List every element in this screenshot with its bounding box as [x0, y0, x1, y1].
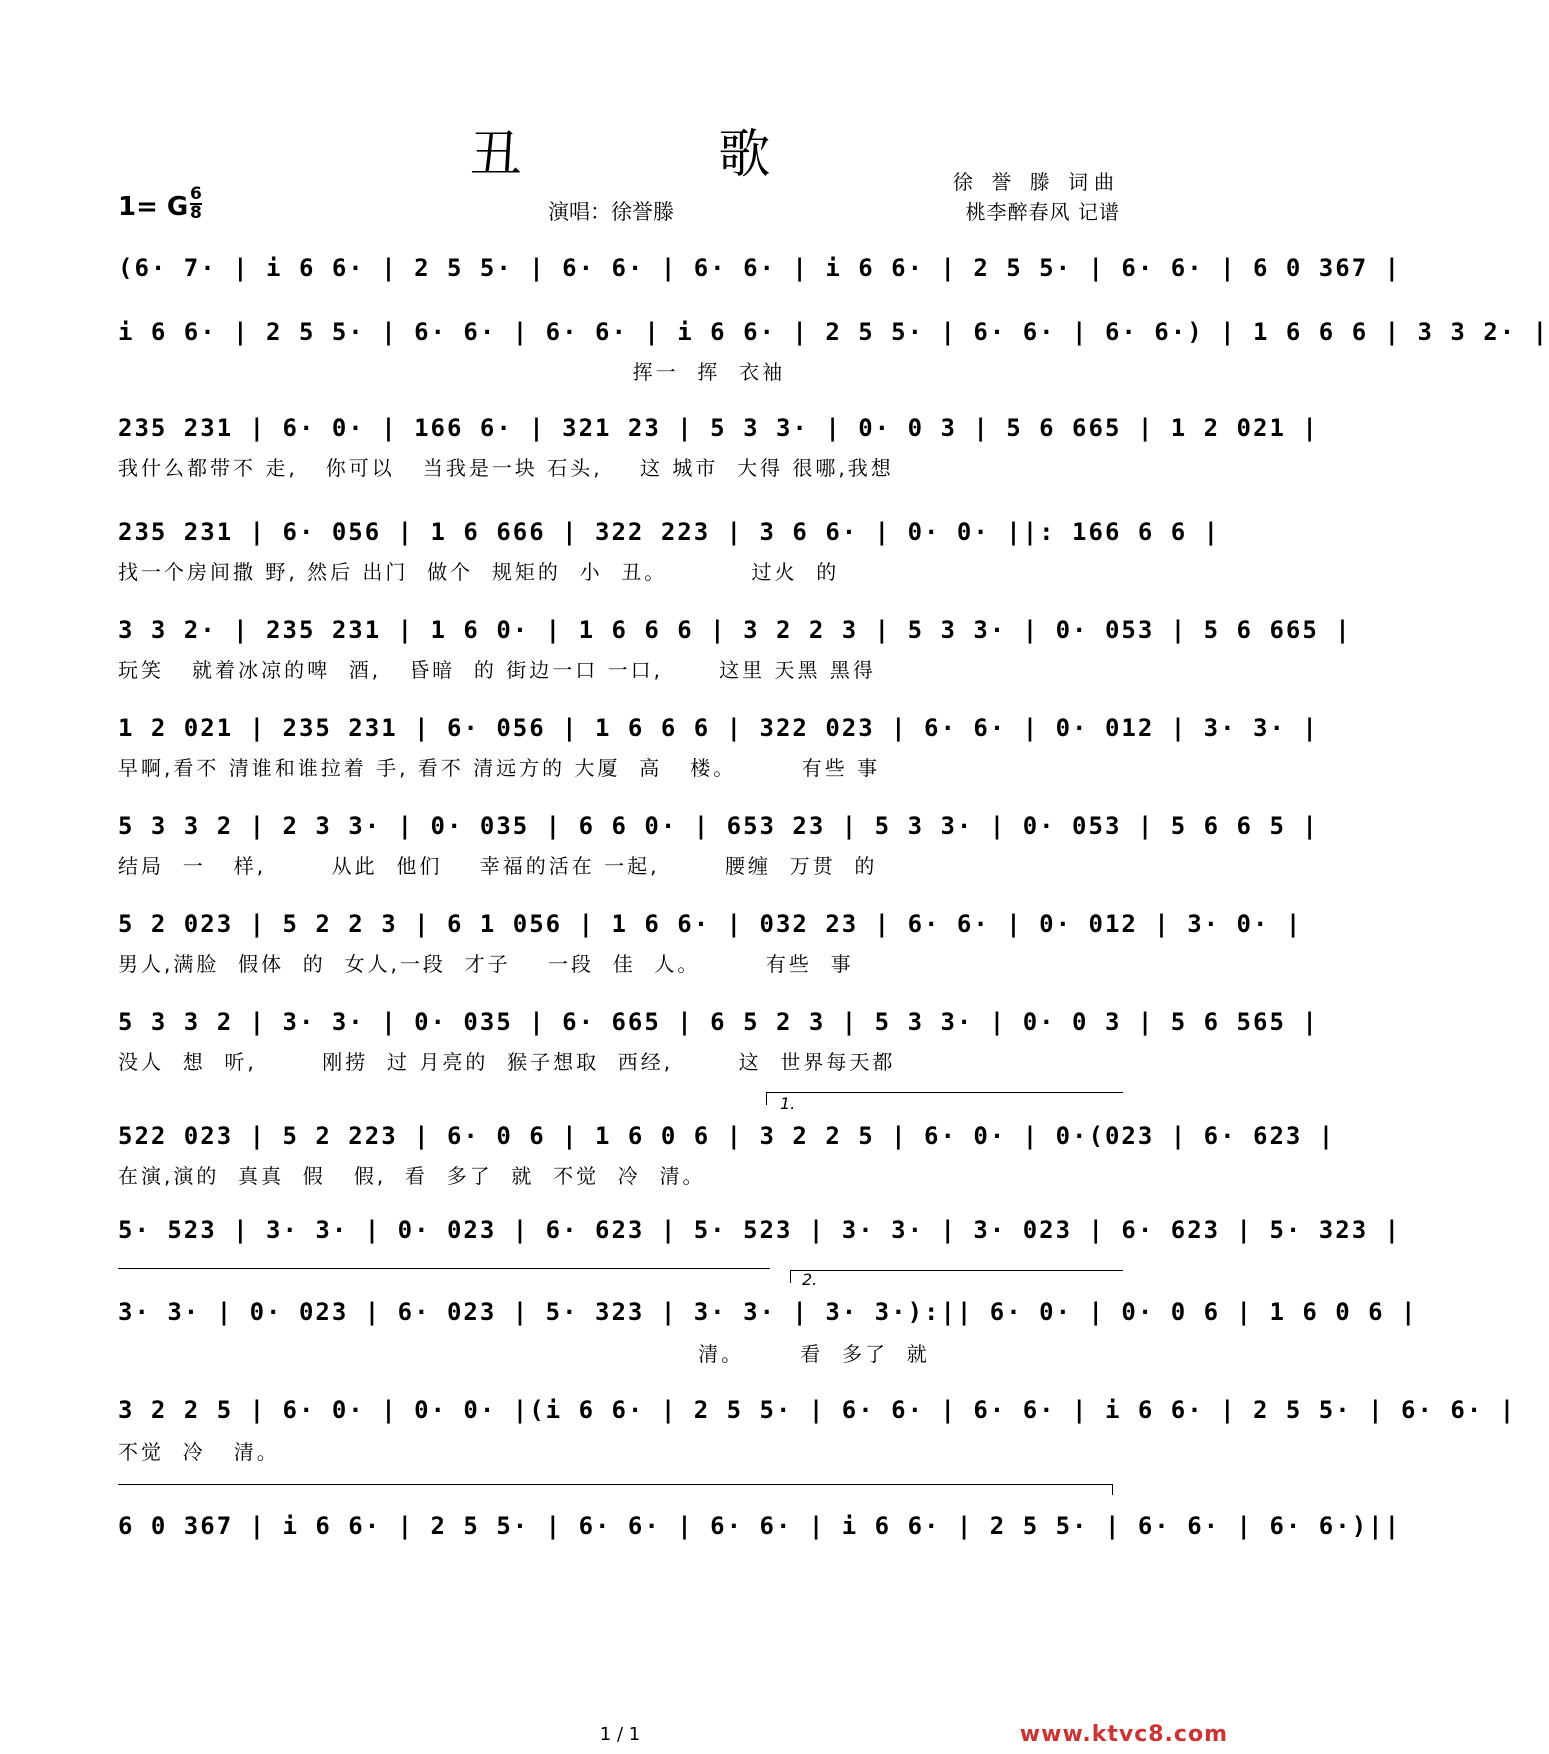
- lyric-row: 清。 看 多了 就: [118, 1342, 930, 1366]
- watermark: www.ktvc8.com: [1019, 1722, 1228, 1747]
- key-signature: 1= G: [118, 192, 189, 222]
- transcriber-credit: 桃李醉春风 记谱: [965, 200, 1120, 224]
- notation-row: 235 231 | 6· 0· | 166 6· | 321 23 | 5 3 3· | 0· 0 3 | 5 6 665 | 1 2 021 |: [118, 414, 1319, 442]
- notation-row: i 6 6· | 2 5 5· | 6· 6· | 6· 6· | i 6 6· | 2 5 5· | 6· 6· | 6· 6·) | 1 6 6 6 | 3 3 2· |: [118, 318, 1549, 346]
- notation-row: 522 023 | 5 2 223 | 6· 0 6 | 1 6 0 6 | 3 2 2 5 | 6· 0· | 0·(023 | 6· 623 |: [118, 1122, 1336, 1150]
- lyric-row: 不觉 冷 清。: [118, 1440, 280, 1464]
- time-top: 6: [190, 184, 202, 204]
- notation-row: (6· 7· | i 6 6· | 2 5 5· | 6· 6· | 6· 6· | i 6 6· | 2 5 5· | 6· 6· | 6 0 367 |: [118, 254, 1402, 282]
- first-ending-bracket-continued: [118, 1268, 770, 1269]
- notation-row: 3· 3· | 0· 023 | 6· 023 | 5· 323 | 3· 3· | 3· 3·):|| 6· 0· | 0· 0 6 | 1 6 0 6 |: [118, 1298, 1418, 1326]
- notation-row: 3 2 2 5 | 6· 0· | 0· 0· |(i 6 6· | 2 5 5· | 6· 6· | 6· 6· | i 6 6· | 2 5 5· | 6· 6· |: [118, 1396, 1517, 1424]
- lyric-row: 找一个房间撒 野, 然后 出门 做个 规矩的 小 丑。 过火 的: [118, 560, 840, 584]
- lyric-row: 在演,演的 真真 假 假, 看 多了 就 不觉 冷 清。: [118, 1164, 706, 1188]
- lyric-row: 我什么都带不 走, 你可以 当我是一块 石头, 这 城市 大得 很哪,我想: [118, 456, 894, 480]
- time-bottom: 8: [190, 203, 202, 223]
- notation-row: 5 3 3 2 | 3· 3· | 0· 035 | 6· 665 | 6 5 2 3 | 5 3 3· | 0· 0 3 | 5 6 565 |: [118, 1008, 1319, 1036]
- notation-row: 1 2 021 | 235 231 | 6· 056 | 1 6 6 6 | 322 023 | 6· 6· | 0· 012 | 3· 3· |: [118, 714, 1319, 742]
- second-ending-label: 2.: [802, 1270, 818, 1289]
- notation-row: 235 231 | 6· 056 | 1 6 666 | 322 223 | 3 6 6· | 0· 0· ||: 166 6 6 |: [118, 518, 1221, 546]
- lyric-row: 早啊,看不 清谁和谁拉着 手, 看不 清远方的 大厦 高 楼。 有些 事: [118, 756, 881, 780]
- notation-row: 5· 523 | 3· 3· | 0· 023 | 6· 623 | 5· 523 | 3· 3· | 3· 023 | 6· 623 | 5· 323 |: [118, 1216, 1402, 1244]
- lyric-row: 结局 一 样, 从此 他们 幸福的活在 一起, 腰缠 万贯 的: [118, 854, 878, 878]
- song-title: 丑 歌: [469, 125, 861, 185]
- lyric-row: 没人 想 听, 刚捞 过 月亮的 猴子想取 西经, 这 世界每天都: [118, 1050, 896, 1074]
- notation-row: 6 0 367 | i 6 6· | 2 5 5· | 6· 6· | 6· 6· | i 6 6· | 2 5 5· | 6· 6· | 6· 6·)||: [118, 1512, 1402, 1540]
- repeat-bracket: [118, 1484, 1113, 1495]
- notation-row: 5 3 3 2 | 2 3 3· | 0· 035 | 6 6 0· | 653 23 | 5 3 3· | 0· 053 | 5 6 6 5 |: [118, 812, 1319, 840]
- notation-row: 3 3 2· | 235 231 | 1 6 0· | 1 6 6 6 | 3 2 2 3 | 5 3 3· | 0· 053 | 5 6 665 |: [118, 616, 1352, 644]
- lyric-row: 挥一 挥 衣袖: [118, 360, 786, 384]
- notation-row: 5 2 023 | 5 2 2 3 | 6 1 056 | 1 6 6· | 032 23 | 6· 6· | 0· 012 | 3· 0· |: [118, 910, 1303, 938]
- lyricist-credit: 徐 誉 滕 词曲: [952, 170, 1120, 194]
- lyric-row: 男人,满脸 假体 的 女人,一段 才子 一段 佳 人。 有些 事: [118, 952, 854, 976]
- lyric-row: 玩笑 就着冰凉的啤 酒, 昏暗 的 街边一口 一口, 这里 天黑 黑得: [118, 658, 876, 682]
- first-ending-bracket: [766, 1092, 1123, 1105]
- page-number: 1 / 1: [599, 1724, 641, 1745]
- singer-credit: 演唱：徐誉滕: [548, 200, 674, 224]
- second-ending-bracket: [790, 1270, 1123, 1283]
- first-ending-label: 1.: [780, 1094, 796, 1113]
- time-signature: [190, 186, 202, 222]
